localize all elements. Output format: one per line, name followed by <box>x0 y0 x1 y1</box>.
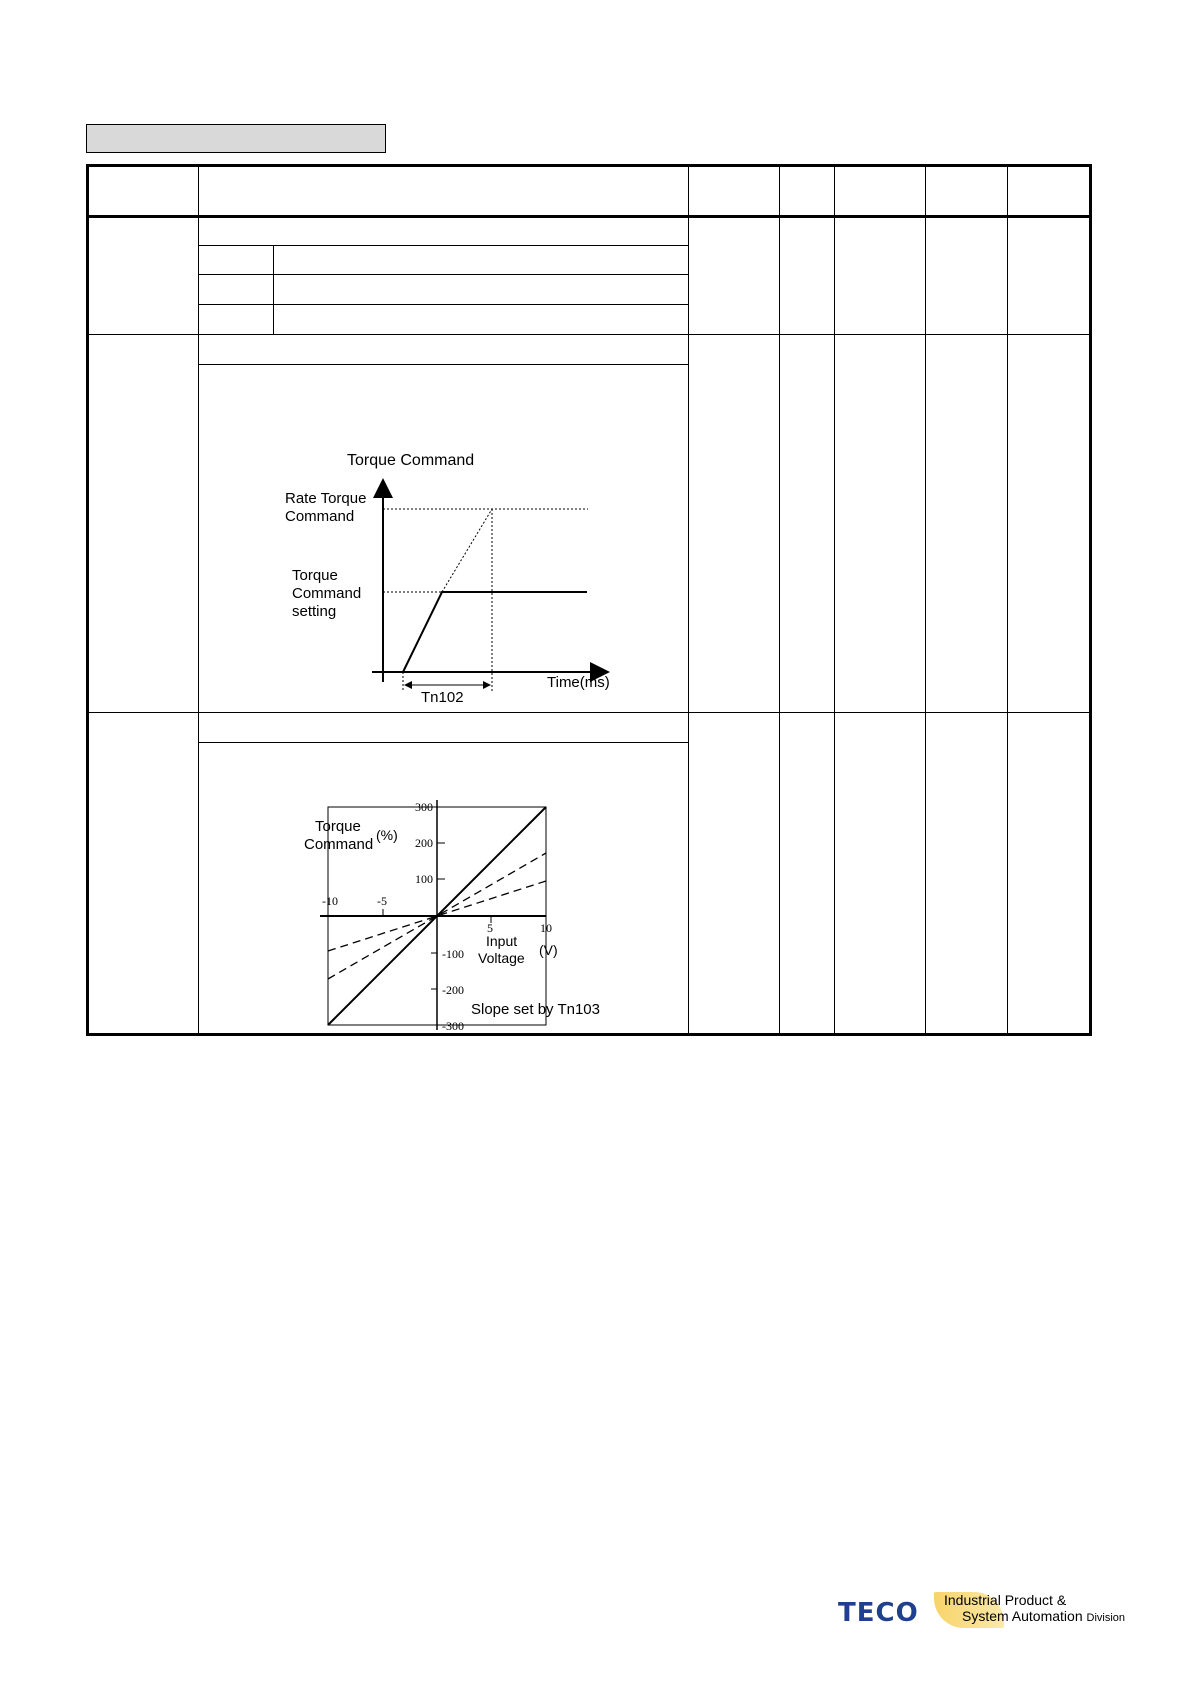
x-tick-label: 10 <box>540 921 552 935</box>
subtable-line <box>198 245 688 246</box>
table-row-divider <box>89 334 1089 335</box>
rate-torque-label: Command <box>285 508 355 525</box>
division-name-small: Division <box>1086 1612 1126 1624</box>
teco-logo: TECO <box>838 1598 919 1628</box>
division-name-line2 <box>962 1608 1125 1624</box>
x-axis-title: Voltage <box>478 950 525 966</box>
y-tick-label: -300 <box>442 1019 464 1033</box>
table-column-divider <box>834 167 835 1033</box>
y-axis-unit: (%) <box>376 827 398 843</box>
torque-setting-label: Torque <box>292 567 338 584</box>
x-axis-title: Time(ms) <box>547 674 610 691</box>
division-name-line1: Industrial Product & <box>944 1592 1067 1608</box>
x-tick-label: -5 <box>377 894 387 908</box>
y-tick-label: 300 <box>415 800 433 814</box>
y-tick-label: -100 <box>442 947 464 961</box>
table-column-divider <box>925 167 926 1033</box>
subtable-line <box>198 304 688 305</box>
cell-inner-line <box>198 742 688 743</box>
torque-setting-label: setting <box>292 603 337 620</box>
table-column-divider <box>1007 167 1008 1033</box>
y-tick-label: 100 <box>415 872 433 886</box>
table-column-divider <box>688 167 689 1033</box>
company-footer <box>838 1590 1138 1634</box>
table-row-divider <box>89 712 1089 713</box>
rate-torque-label: Rate Torque <box>285 490 367 507</box>
table-column-divider <box>779 167 780 1033</box>
y-axis-title: Command <box>304 836 374 853</box>
x-tick-label: 5 <box>487 921 493 935</box>
section-title-bar <box>86 124 386 153</box>
tn102-label: Tn102 <box>421 689 464 706</box>
division-name-main: System Automation <box>962 1608 1083 1624</box>
ramp-extension-dotted <box>442 509 492 592</box>
x-tick-label: -10 <box>322 894 338 908</box>
y-tick-label: 200 <box>415 836 433 850</box>
subtable-line <box>273 245 274 334</box>
x-axis-title: Input <box>486 933 518 949</box>
slope-note: Slope set by Tn103 <box>471 1001 600 1018</box>
x-axis-unit: (V) <box>539 942 558 958</box>
torque-ramp-diagram <box>270 440 650 710</box>
torque-command-curve <box>403 592 587 672</box>
torque-setting-label: Command <box>292 585 362 602</box>
y-axis-title: Torque <box>315 818 361 835</box>
subtable-line <box>198 274 688 275</box>
y-axis-title: Torque Command <box>347 452 475 469</box>
cell-inner-line <box>198 364 688 365</box>
table-header-divider <box>89 215 1089 218</box>
torque-voltage-diagram <box>290 795 650 1040</box>
table-column-divider <box>198 167 199 1033</box>
y-tick-label: -200 <box>442 983 464 997</box>
